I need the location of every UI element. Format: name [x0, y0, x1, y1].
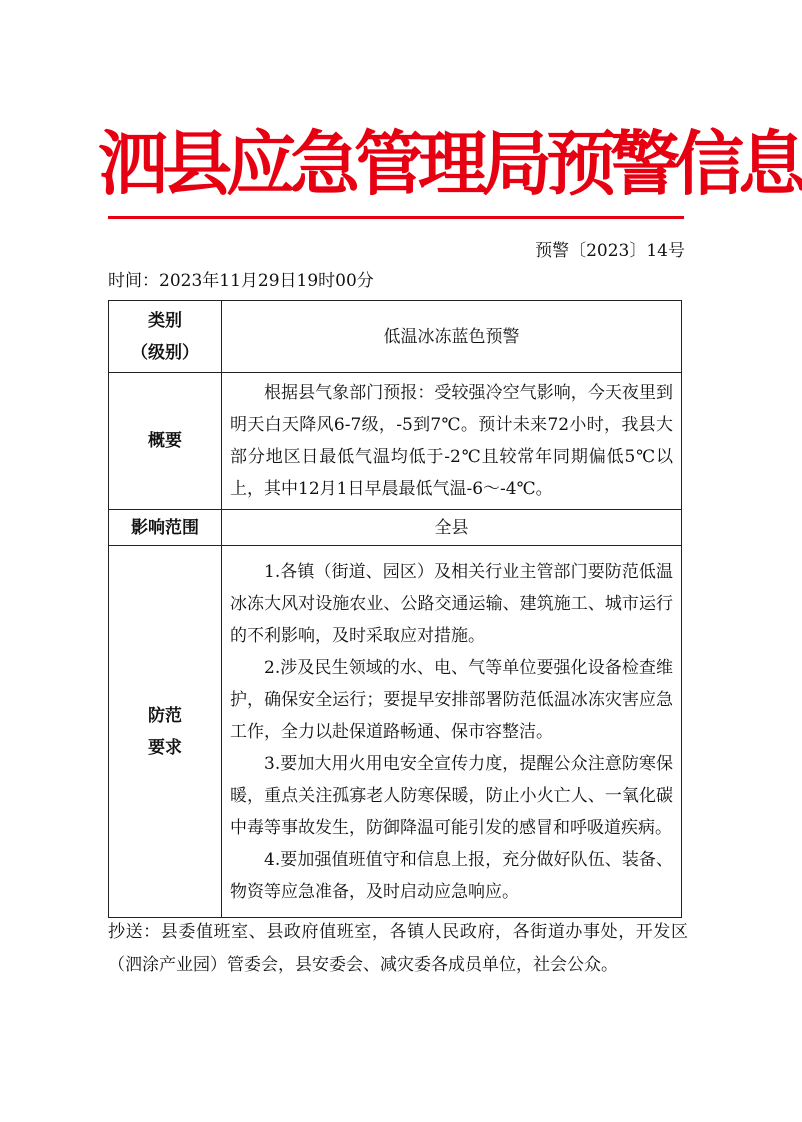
- time-label: 时间：: [108, 271, 159, 291]
- requirement-item-2: 2.涉及民生领域的水、电、气等单位要强化设备检查维护，确保安全运行；要提早安排部署防范低温冰冻灾害应急工作，全力以赴保道路畅通、保市容整洁。: [230, 657, 673, 742]
- document-number: 预警〔2023〕14号: [535, 241, 685, 261]
- time-value: 2023年11月29日19时00分: [159, 271, 374, 291]
- issue-time: [108, 268, 374, 294]
- red-divider-line: [108, 216, 684, 219]
- requirement-item-3: 3.要加大用火用电安全宣传力度，提醒公众注意防寒保暖，重点关注孤寡老人防寒保暖，防止小火亡人、一氧化碳中毒等事故发生，防御降温可能引发的感冒和呼吸道疾病。: [230, 753, 673, 838]
- requirements-row: [109, 546, 682, 918]
- scope-value: 全县: [222, 510, 682, 546]
- requirement-item-1: 1.各镇（街道、园区）及相关行业主管部门要防范低温冰冻大风对设施农业、公路交通运输、建筑施工、城市运行的不利影响，及时采取应对措施。: [230, 561, 673, 646]
- summary-cell: [222, 373, 682, 510]
- requirements-label: [109, 546, 222, 918]
- requirement-item-4: 4.要加强值班值守和信息上报，充分做好队伍、装备、物资等应急准备，及时启动应急响应。: [230, 849, 673, 902]
- category-value: 低温冰冻蓝色预警: [222, 301, 682, 373]
- scope-row: [109, 510, 682, 546]
- cc-recipients: 抄送：县委值班室、县政府值班室，各镇人民政府，各街道办事处，开发区（泗涂产业园）管委会，县安委会、减灾委各成员单位，社会公众。: [108, 922, 688, 975]
- document-title: 泗县应急管理局预警信息: [98, 122, 802, 205]
- category-label-line1: 类别: [148, 310, 182, 331]
- summary-row: [109, 373, 682, 510]
- requirements-label-line1: 防范: [148, 705, 182, 726]
- requirements-label-line2: 要求: [148, 737, 182, 758]
- category-label: [109, 301, 222, 373]
- summary-label: 概要: [109, 373, 222, 510]
- requirements-cell: [222, 546, 682, 918]
- summary-text: 根据县气象部门预报：受较强冷空气影响，今天夜里到明天白天降风6-7级，-5到7℃。预计未来72小时，我县大部分地区日最低气温均低于-2℃且较常年同期偏低5℃以上，其中12月1日早晨最低气温-6～-4℃。: [230, 383, 673, 499]
- scope-label: 影响范围: [109, 510, 222, 546]
- category-row: [109, 301, 682, 373]
- category-label-line2: （级别）: [131, 342, 199, 363]
- warning-table: [108, 300, 682, 918]
